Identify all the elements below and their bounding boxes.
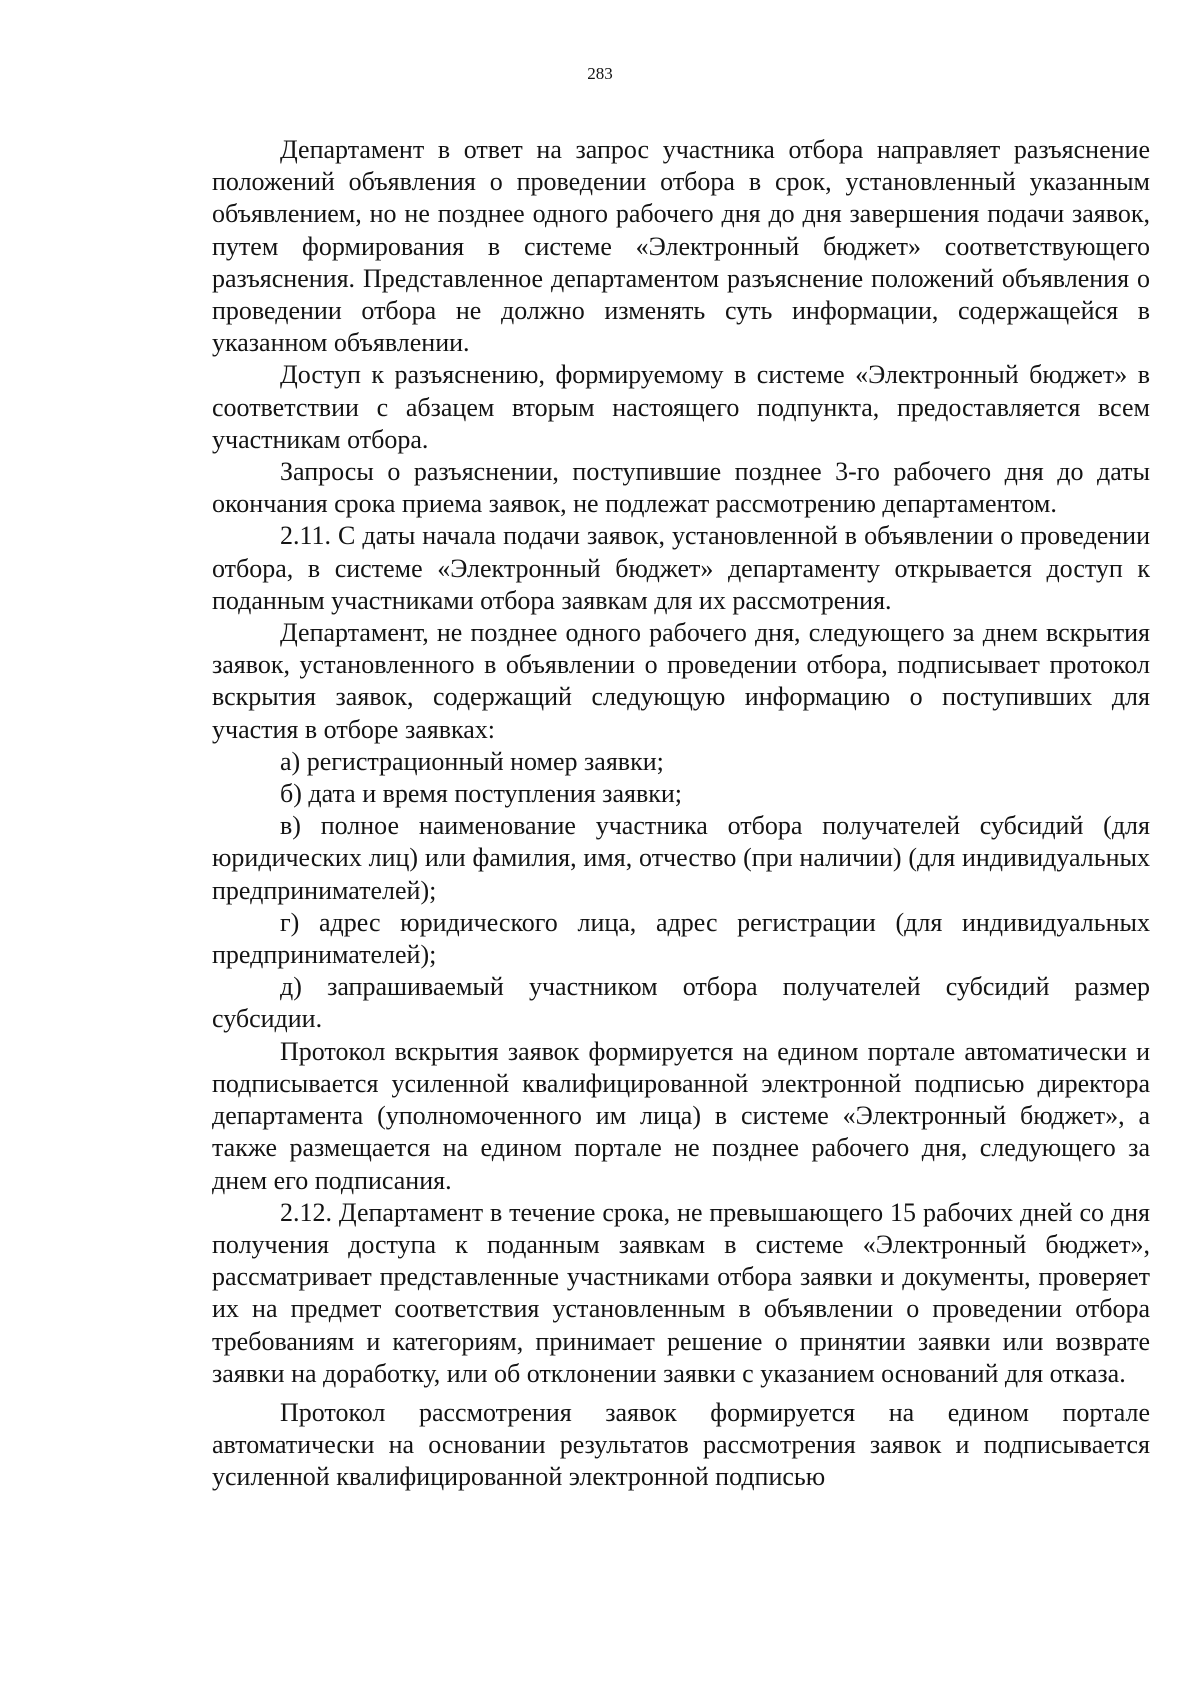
paragraph-opening-protocol: Департамент, не позднее одного рабочего дня, следующего за днем вскрытия заявок, установленного в объявлении о проведении отбора, подписывает протокол вскрытия заявок, содержащий следующую информацию о поступивших для участия в отборе заявках: (212, 618, 1150, 744)
body-text (212, 134, 1150, 1494)
paragraph-clarification-response: Департамент в ответ на запрос участника отбора направляет разъяснение положений объявления о проведении отбора в срок, установленный указанным объявлением, но не позднее одного рабочего дня до дня завершения подачи заявок, путем формирования в системе «Электронный бюджет» соответствующего разъяснения. Представленное департаментом разъяснение положений объявления о проведении отбора не должно изменять суть информации, содержащейся в указанном объявлении. (212, 135, 1150, 358)
paragraph-section-2-12: 2.12. Департамент в течение срока, не превышающего 15 рабочих дней со дня получения доступа к поданным заявкам в системе «Электронный бюджет», рассматривает представленные участниками отбора заявки и документы, проверяет их на предмет соответствия установленным в объявлении о проведении отбора требованиям и категориям, принимает решение о принятии заявки или возврате заявки на доработку, или об отклонении заявки с указанием оснований для отказа. (212, 1197, 1150, 1388)
paragraph-review-protocol: Протокол рассмотрения заявок формируется на едином портале автоматически на основании результатов рассмотрения заявок и подписывается усиленной квалифицированной электронной подписью (212, 1397, 1150, 1492)
page-number: 283 (587, 64, 613, 83)
list-item-d: д) запрашиваемый участником отбора получателей субсидий размер субсидии. (212, 972, 1150, 1034)
paragraph-late-requests: Запросы о разъяснении, поступившие позднее 3-го рабочего дня до даты окончания срока приема заявок, не подлежат рассмотрению департаментом. (212, 457, 1150, 519)
paragraph-clarification-access: Доступ к разъяснению, формируемому в системе «Электронный бюджет» в соответствии с абзацем вторым настоящего подпункта, предоставляется всем участникам отбора. (212, 360, 1150, 454)
list-item-a: а) регистрационный номер заявки; (280, 746, 664, 776)
list-item-v: в) полное наименование участника отбора получателей субсидий (для юридических лиц) или фамилия, имя, отчество (при наличии) (для индивидуальных предпринимателей); (212, 811, 1150, 905)
paragraph-section-2-11: 2.11. С даты начала подачи заявок, установленной в объявлении о проведении отбора, в системе «Электронный бюджет» департаменту открывается доступ к поданным участниками отбора заявкам для их рассмотрения. (212, 521, 1150, 615)
list-item-b: б) дата и время поступления заявки; (280, 779, 682, 809)
paragraph-opening-protocol-signing: Протокол вскрытия заявок формируется на едином портале автоматически и подписывается усиленной квалифицированной электронной подписью директора департамента (уполномоченного им лица) в системе «Электронный бюджет», а также размещается на едином портале не позднее рабочего дня, следующего за днем его подписания. (212, 1036, 1150, 1195)
list-item-g: г) адрес юридического лица, адрес регистрации (для индивидуальных предпринимателей); (212, 907, 1150, 970)
